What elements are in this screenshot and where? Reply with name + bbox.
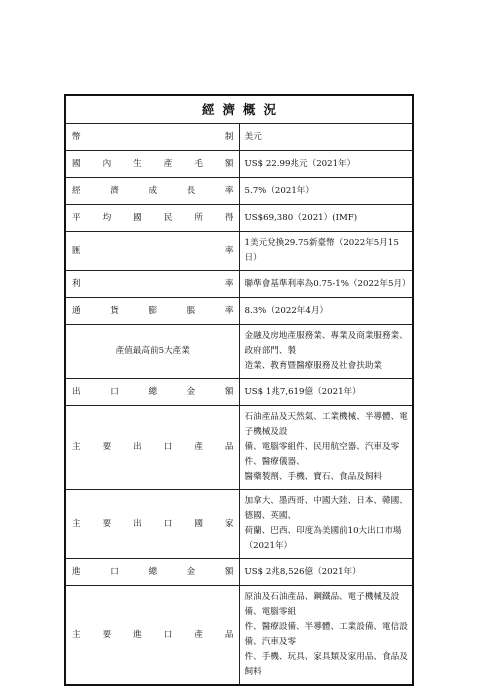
table-row: [65, 232, 413, 271]
row-label: 匯率: [65, 232, 239, 271]
table-row: [65, 271, 413, 298]
row-label: 主要進口產品: [65, 586, 239, 686]
row-value-line: 1美元兌換29.75新臺幣（2022年5月15日）: [244, 238, 399, 263]
table-row: [65, 559, 413, 586]
row-value: [239, 232, 413, 271]
row-value: [239, 124, 413, 151]
row-value-line: US$ 22.99兆元（2021年）: [244, 158, 356, 169]
row-value: [239, 151, 413, 178]
row-value-line: 醫藥製劑、手機、寶石、食品及飼料: [244, 472, 383, 482]
row-value-line: 8.3%（2022年4月）: [244, 305, 329, 316]
row-label: 平均國民所得: [65, 205, 239, 232]
row-value: [239, 406, 413, 490]
row-value-line: US$69,380（2021）(IMF): [244, 212, 358, 223]
row-value: [239, 178, 413, 205]
row-label: 主要出口國家: [65, 490, 239, 559]
row-label: 利率: [65, 271, 239, 298]
economic-overview-table: [64, 94, 414, 686]
row-label: 通貨膨脹率: [65, 298, 239, 325]
row-value-line: US$ 2兆8,526億（2021年）: [244, 566, 361, 577]
row-value-line: 5.7%（2021年）: [244, 185, 314, 196]
row-value-line: US$ 1兆7,619億（2021年）: [244, 386, 361, 397]
row-value: [239, 325, 413, 379]
table-row: [65, 151, 413, 178]
table-row: [65, 178, 413, 205]
row-value-line: 石油產品及天然氣、工業機械、半導體、電子機械及設: [244, 412, 408, 437]
row-value-line: 加拿大、墨西哥、中國大陸、日本、韓國、德國、英國、: [244, 496, 408, 521]
row-label: 幣制: [65, 124, 239, 151]
row-value: [239, 298, 413, 325]
row-value: [239, 490, 413, 559]
table-row: [65, 490, 413, 559]
table-title-row: [65, 95, 413, 124]
row-label: 主要出口產品: [65, 406, 239, 490]
table-row: [65, 124, 413, 151]
table-row: [65, 586, 413, 686]
row-value-line: 聯準會基準利率為0.75-1%（2022年5月）: [244, 278, 411, 289]
row-value: [239, 586, 413, 686]
row-label: 產值最高前5大產業: [65, 325, 239, 379]
row-value: [239, 559, 413, 586]
row-value: [239, 379, 413, 406]
table-row: [65, 406, 413, 490]
row-value-line: 荷蘭、巴西、印度為美國前10大出口市場（2021年）: [244, 526, 402, 551]
row-value: [239, 205, 413, 232]
row-label: 經濟成長率: [65, 178, 239, 205]
row-value-line: 件、手機、玩具、家具類及家用品、食品及飼料: [244, 652, 408, 677]
economic-overview-sheet: [64, 94, 414, 686]
row-value-line: 造業、教育暨醫療服務及社會扶助業: [244, 361, 383, 371]
row-label: 出口總金額: [65, 379, 239, 406]
table-row: [65, 379, 413, 406]
row-label: 進口總金額: [65, 559, 239, 586]
table-row: [65, 205, 413, 232]
row-value-line: 件、醫療設備、半導體、工業設備、電信設備、汽車及零: [244, 622, 408, 647]
row-value: [239, 271, 413, 298]
table-row: [65, 298, 413, 325]
table-title: 經濟概況: [65, 95, 413, 124]
row-value-line: 金融及房地產服務業、專業及商業服務業、政府部門、製: [244, 331, 408, 356]
row-label: 國內生產毛額: [65, 151, 239, 178]
row-value-line: 美元: [244, 131, 262, 142]
row-value-line: 備、電腦零組件、民用航空器、汽車及零件、醫療儀器、: [244, 442, 400, 467]
table-row: [65, 325, 413, 379]
row-value-line: 原油及石油產品、鋼鐵品、電子機械及設備、電腦零組: [244, 592, 400, 617]
